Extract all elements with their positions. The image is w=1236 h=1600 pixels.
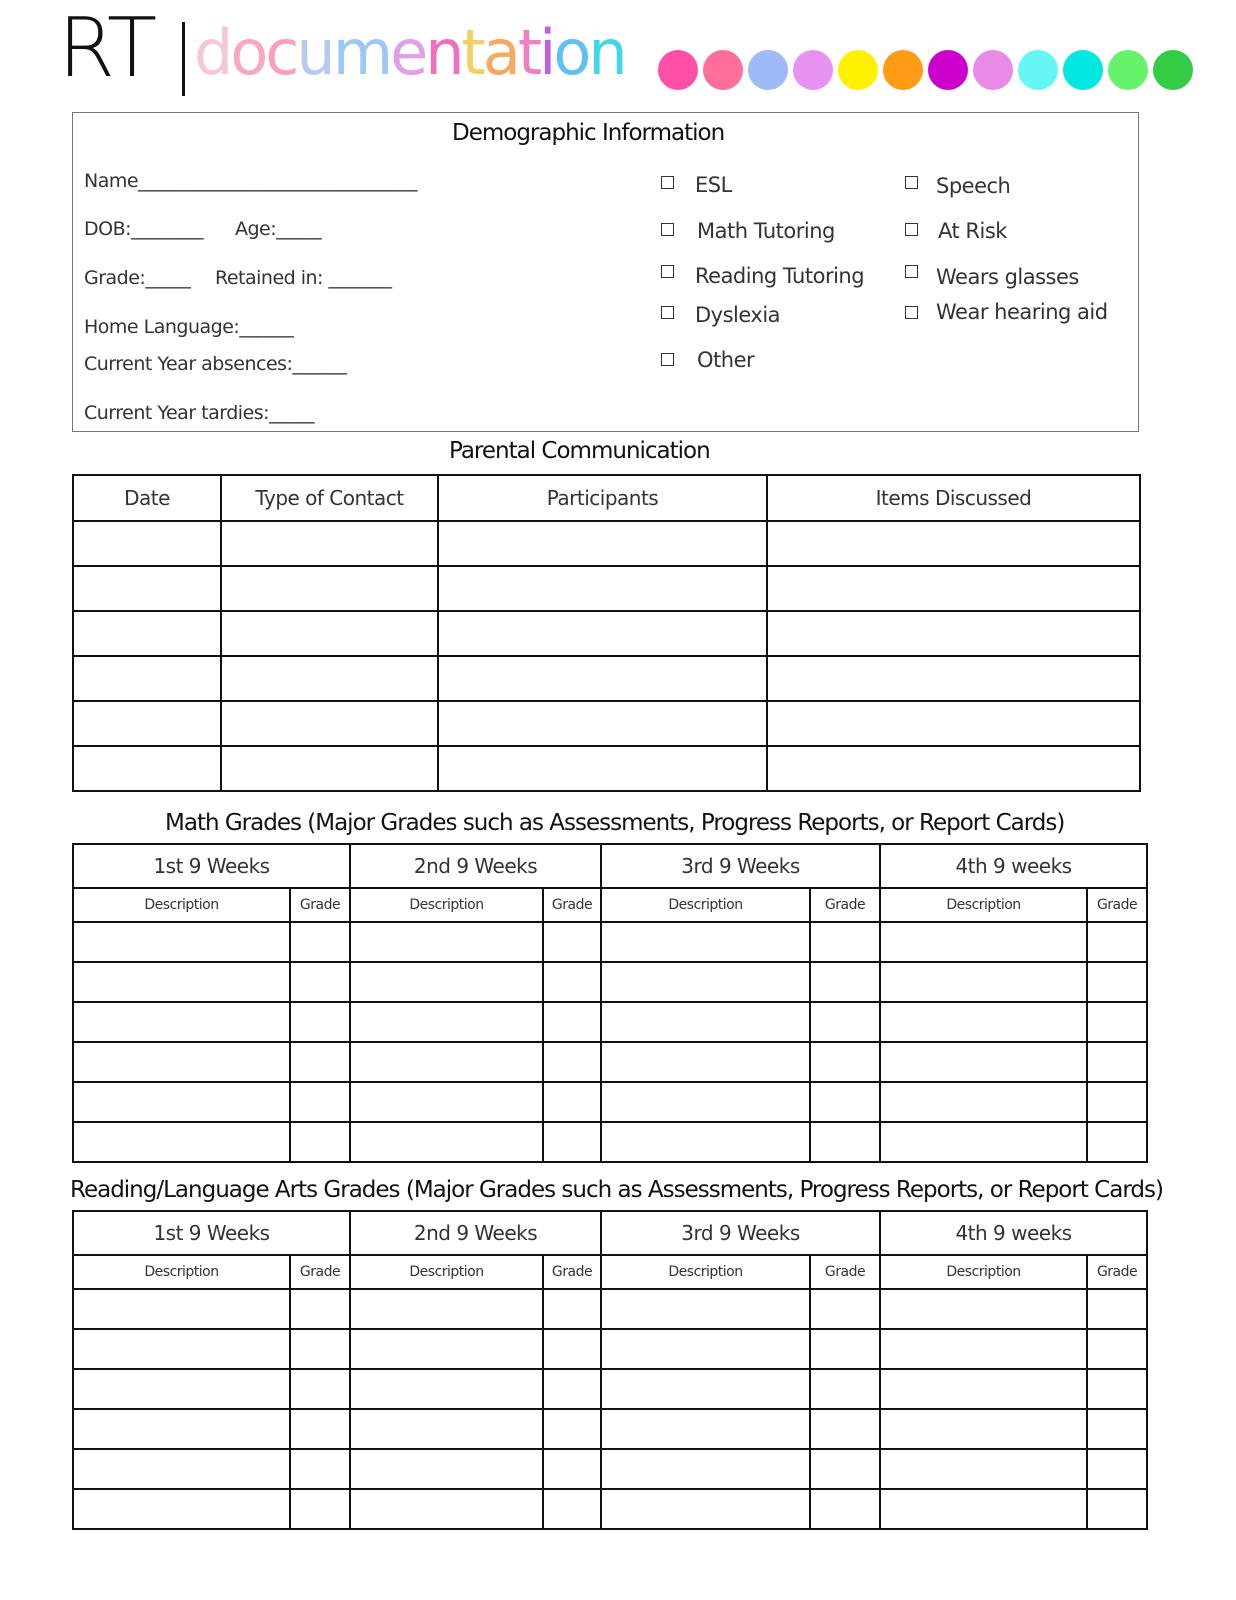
math-cell[interactable] (880, 1002, 1087, 1042)
reading-tutoring-label: Reading Tutoring (695, 264, 865, 288)
reading-cell[interactable] (880, 1489, 1087, 1529)
reading-cell[interactable] (880, 1289, 1087, 1329)
math-period-4: 4th 9 weeks (880, 844, 1147, 888)
reading-cell[interactable] (880, 1449, 1087, 1489)
reading-cell[interactable] (350, 1489, 543, 1529)
math-cell[interactable] (290, 1042, 350, 1082)
math-cell[interactable] (73, 1042, 290, 1082)
reading-cell[interactable] (290, 1489, 350, 1529)
header-documentation (194, 16, 625, 89)
reading-title: Reading/Language Arts Grades (Major Grades such as Assessments, Progress Reports, or Report Cards) (70, 1177, 1163, 1203)
reading-cell[interactable] (73, 1489, 290, 1529)
math-cell[interactable] (810, 962, 880, 1002)
speech-checkbox[interactable] (905, 176, 918, 189)
at-risk-label: At Risk (938, 219, 1007, 243)
reading-cell[interactable] (543, 1369, 601, 1409)
reading-grades-table (72, 1210, 1148, 1530)
reading-cell[interactable] (880, 1369, 1087, 1409)
math-row (73, 1042, 1147, 1082)
math-cell[interactable] (350, 1002, 543, 1042)
parental-cell[interactable] (73, 701, 221, 746)
math-cell[interactable] (810, 1122, 880, 1162)
reading-description-header: Description (601, 1255, 810, 1289)
reading-cell[interactable] (350, 1449, 543, 1489)
math-cell[interactable] (350, 1122, 543, 1162)
math-tutoring-checkbox[interactable] (661, 223, 674, 236)
reading-cell[interactable] (350, 1369, 543, 1409)
demographic-title: Demographic Information (452, 120, 725, 146)
reading-period-1: 1st 9 Weeks (73, 1211, 350, 1255)
reading-cell[interactable] (601, 1409, 810, 1449)
math-cell[interactable] (350, 962, 543, 1002)
reading-cell[interactable] (543, 1449, 601, 1489)
math-cell[interactable] (290, 922, 350, 962)
reading-cell[interactable] (601, 1369, 810, 1409)
math-cell[interactable] (810, 1042, 880, 1082)
parental-row (73, 566, 1140, 611)
reading-cell[interactable] (290, 1289, 350, 1329)
color-dot (1108, 50, 1148, 90)
math-cell[interactable] (290, 962, 350, 1002)
header-letter: o (553, 16, 589, 89)
header-letter: t (517, 16, 540, 89)
col-type-of-contact: Type of Contact (221, 475, 438, 521)
math-row (73, 1122, 1147, 1162)
math-grades-table (72, 843, 1148, 1163)
reading-cell[interactable] (810, 1329, 880, 1369)
math-cell[interactable] (290, 1122, 350, 1162)
math-cell[interactable] (73, 1002, 290, 1042)
header-letter: n (588, 16, 625, 89)
math-cell[interactable] (601, 922, 810, 962)
math-cell[interactable] (73, 1082, 290, 1122)
math-cell[interactable] (543, 1082, 601, 1122)
reading-description-header: Description (73, 1255, 290, 1289)
math-cell[interactable] (290, 1082, 350, 1122)
math-row (73, 922, 1147, 962)
reading-grade-header: Grade (290, 1255, 350, 1289)
wears-glasses-label: Wears glasses (936, 265, 1079, 289)
reading-cell[interactable] (810, 1289, 880, 1329)
parental-row (73, 656, 1140, 701)
reading-cell[interactable] (290, 1409, 350, 1449)
math-tutoring-label: Math Tutoring (697, 219, 835, 243)
math-cell[interactable] (601, 962, 810, 1002)
math-cell[interactable] (1087, 962, 1147, 1002)
parental-cell[interactable] (73, 521, 221, 566)
parental-cell[interactable] (767, 611, 1140, 656)
reading-cell[interactable] (290, 1369, 350, 1409)
reading-cell[interactable] (350, 1409, 543, 1449)
math-cell[interactable] (543, 1122, 601, 1162)
at-risk-checkbox[interactable] (905, 223, 918, 236)
math-cell[interactable] (1087, 922, 1147, 962)
parental-cell[interactable] (221, 746, 438, 791)
math-cell[interactable] (543, 962, 601, 1002)
reading-grade-header: Grade (810, 1255, 880, 1289)
reading-cell[interactable] (1087, 1289, 1147, 1329)
reading-cell[interactable] (350, 1289, 543, 1329)
reading-description-header: Description (350, 1255, 543, 1289)
math-cell[interactable] (810, 1082, 880, 1122)
reading-row (73, 1489, 1147, 1529)
color-dot (793, 50, 833, 90)
reading-cell[interactable] (1087, 1409, 1147, 1449)
reading-row (73, 1329, 1147, 1369)
reading-cell[interactable] (880, 1329, 1087, 1369)
color-dot (1018, 50, 1058, 90)
reading-cell[interactable] (350, 1329, 543, 1369)
header-letter: d (194, 16, 231, 89)
reading-cell[interactable] (290, 1329, 350, 1369)
reading-tutoring-checkbox[interactable] (661, 265, 674, 278)
math-title: Math Grades (Major Grades such as Assessments, Progress Reports, or Report Cards) (165, 810, 1065, 836)
parental-table (72, 474, 1141, 792)
math-description-header: Description (350, 888, 543, 922)
reading-description-header: Description (880, 1255, 1087, 1289)
header-letter: m (332, 16, 391, 89)
dob-field[interactable]: DOB:________ (84, 218, 204, 240)
math-period-2: 2nd 9 Weeks (350, 844, 601, 888)
math-cell[interactable] (350, 1082, 543, 1122)
reading-period-2: 2nd 9 Weeks (350, 1211, 601, 1255)
reading-cell[interactable] (601, 1329, 810, 1369)
col-items-discussed: Items Discussed (767, 475, 1140, 521)
reading-row (73, 1289, 1147, 1329)
age-field[interactable]: Age:_____ (235, 218, 322, 240)
reading-period-3: 3rd 9 Weeks (601, 1211, 880, 1255)
math-period-1: 1st 9 Weeks (73, 844, 350, 888)
math-cell[interactable] (601, 1002, 810, 1042)
reading-cell[interactable] (543, 1489, 601, 1529)
reading-cell[interactable] (73, 1329, 290, 1369)
parental-cell[interactable] (767, 521, 1140, 566)
parental-cell[interactable] (438, 656, 767, 701)
math-cell[interactable] (810, 922, 880, 962)
parental-cell[interactable] (221, 701, 438, 746)
col-participants: Participants (438, 475, 767, 521)
reading-cell[interactable] (543, 1329, 601, 1369)
parental-row (73, 611, 1140, 656)
color-dot (1153, 50, 1193, 90)
math-cell[interactable] (350, 922, 543, 962)
math-description-header: Description (880, 888, 1087, 922)
parental-cell[interactable] (221, 611, 438, 656)
color-dot (883, 50, 923, 90)
reading-row (73, 1409, 1147, 1449)
math-description-header: Description (73, 888, 290, 922)
reading-row (73, 1369, 1147, 1409)
parental-cell[interactable] (438, 566, 767, 611)
parental-row (73, 746, 1140, 791)
math-cell[interactable] (1087, 1122, 1147, 1162)
other-checkbox[interactable] (661, 353, 674, 366)
math-cell[interactable] (1087, 1002, 1147, 1042)
absences-field[interactable]: Current Year absences:______ (84, 353, 347, 375)
math-cell[interactable] (880, 1082, 1087, 1122)
reading-cell[interactable] (543, 1289, 601, 1329)
math-period-3: 3rd 9 Weeks (601, 844, 880, 888)
parental-cell[interactable] (221, 656, 438, 701)
math-cell[interactable] (601, 1122, 810, 1162)
math-cell[interactable] (1087, 1042, 1147, 1082)
reading-row (73, 1449, 1147, 1489)
math-cell[interactable] (810, 1002, 880, 1042)
parental-cell[interactable] (767, 746, 1140, 791)
parental-cell[interactable] (73, 656, 221, 701)
math-cell[interactable] (73, 962, 290, 1002)
header-divider (182, 22, 185, 96)
math-row (73, 962, 1147, 1002)
header-letter: o (230, 16, 266, 89)
dyslexia-checkbox[interactable] (661, 306, 674, 319)
reading-cell[interactable] (543, 1409, 601, 1449)
reading-grade-header: Grade (543, 1255, 601, 1289)
math-cell[interactable] (880, 1042, 1087, 1082)
header-letter: a (482, 16, 518, 89)
col-date: Date (73, 475, 221, 521)
esl-checkbox[interactable] (661, 176, 674, 189)
color-dot (703, 50, 743, 90)
reading-cell[interactable] (290, 1449, 350, 1489)
math-grade-header: Grade (1087, 888, 1147, 922)
parental-cell[interactable] (73, 566, 221, 611)
parental-cell[interactable] (438, 701, 767, 746)
parental-cell[interactable] (221, 566, 438, 611)
reading-cell[interactable] (1087, 1329, 1147, 1369)
math-grade-header: Grade (543, 888, 601, 922)
reading-grade-header: Grade (1087, 1255, 1147, 1289)
reading-cell[interactable] (601, 1489, 810, 1529)
math-cell[interactable] (543, 1042, 601, 1082)
math-cell[interactable] (290, 1002, 350, 1042)
math-cell[interactable] (73, 922, 290, 962)
parental-cell[interactable] (438, 521, 767, 566)
math-grade-header: Grade (810, 888, 880, 922)
math-cell[interactable] (601, 1042, 810, 1082)
reading-cell[interactable] (1087, 1369, 1147, 1409)
parental-row (73, 521, 1140, 566)
header-letter: c (265, 16, 297, 89)
header-rt: RT (58, 1, 156, 96)
header-letter: n (425, 16, 462, 89)
reading-cell[interactable] (810, 1409, 880, 1449)
math-description-header: Description (601, 888, 810, 922)
math-cell[interactable] (880, 922, 1087, 962)
reading-cell[interactable] (1087, 1489, 1147, 1529)
hearing-aid-checkbox[interactable] (905, 306, 918, 319)
parental-cell[interactable] (73, 746, 221, 791)
parental-cell[interactable] (767, 656, 1140, 701)
math-cell[interactable] (350, 1042, 543, 1082)
math-cell[interactable] (880, 962, 1087, 1002)
reading-cell[interactable] (1087, 1449, 1147, 1489)
reading-period-4: 4th 9 weeks (880, 1211, 1147, 1255)
color-dot (928, 50, 968, 90)
color-dot (658, 50, 698, 90)
parental-cell[interactable] (438, 611, 767, 656)
color-dot (1063, 50, 1103, 90)
math-cell[interactable] (601, 1082, 810, 1122)
color-dot (838, 50, 878, 90)
header-letter: i (539, 16, 554, 89)
reading-cell[interactable] (880, 1409, 1087, 1449)
parental-title: Parental Communication (449, 438, 710, 464)
parental-cell[interactable] (221, 521, 438, 566)
header-letter: u (296, 16, 333, 89)
color-dot (748, 50, 788, 90)
reading-cell[interactable] (810, 1449, 880, 1489)
math-cell[interactable] (1087, 1082, 1147, 1122)
reading-cell[interactable] (73, 1409, 290, 1449)
color-dot (973, 50, 1013, 90)
tardies-field[interactable]: Current Year tardies:_____ (84, 402, 315, 424)
parental-row (73, 701, 1140, 746)
name-field[interactable]: Name_______________________________ (84, 170, 418, 192)
parental-cell[interactable] (767, 701, 1140, 746)
parental-cell[interactable] (438, 746, 767, 791)
grade-field[interactable]: Grade:_____ (84, 267, 191, 289)
hearing-aid-label: Wear hearing aid (936, 300, 1108, 324)
esl-label: ESL (695, 173, 732, 197)
math-cell[interactable] (543, 922, 601, 962)
reading-cell[interactable] (601, 1289, 810, 1329)
header-letter: t (461, 16, 483, 89)
dyslexia-label: Dyslexia (695, 303, 781, 327)
parental-cell[interactable] (73, 611, 221, 656)
math-row (73, 1002, 1147, 1042)
home-language-field[interactable]: Home Language:______ (84, 316, 294, 338)
reading-cell[interactable] (73, 1369, 290, 1409)
reading-cell[interactable] (73, 1289, 290, 1329)
math-cell[interactable] (73, 1122, 290, 1162)
header-letter: e (390, 16, 426, 89)
reading-cell[interactable] (810, 1369, 880, 1409)
other-label: Other (697, 348, 755, 372)
math-cell[interactable] (880, 1122, 1087, 1162)
speech-label: Speech (936, 174, 1011, 198)
reading-cell[interactable] (73, 1449, 290, 1489)
math-cell[interactable] (543, 1002, 601, 1042)
wears-glasses-checkbox[interactable] (905, 265, 918, 278)
retained-field[interactable]: Retained in: _______ (215, 267, 392, 289)
math-row (73, 1082, 1147, 1122)
reading-cell[interactable] (810, 1489, 880, 1529)
reading-cell[interactable] (601, 1449, 810, 1489)
math-grade-header: Grade (290, 888, 350, 922)
parental-cell[interactable] (767, 566, 1140, 611)
